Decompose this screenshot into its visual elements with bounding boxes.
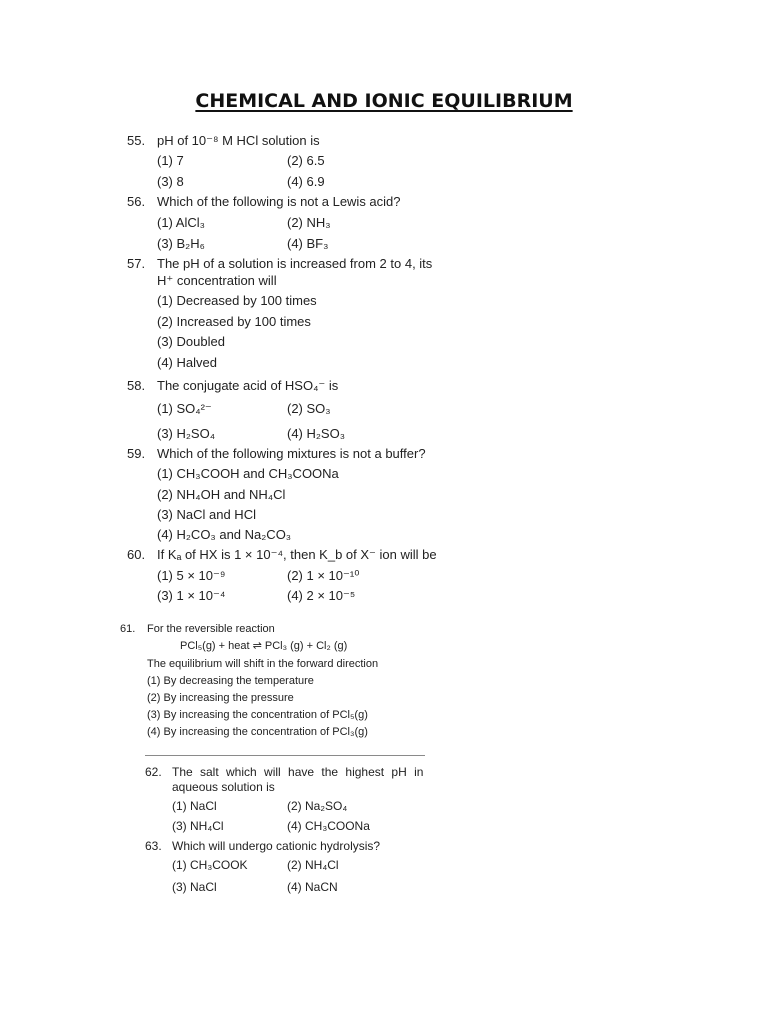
q60-option-2: (2) 1 × 10⁻¹⁰ — [287, 568, 360, 583]
q57-option-1: (1) Decreased by 100 times — [157, 293, 317, 308]
q57-option-4: (4) Halved — [157, 355, 217, 370]
q61-option-4: (4) By increasing the concentration of PCl₃(g) — [147, 726, 368, 738]
q57-option-3: (3) Doubled — [157, 334, 225, 349]
q58-option-1: (1) SO₄²⁻ — [157, 401, 212, 416]
q59-option-3: (3) NaCl and HCl — [157, 507, 256, 522]
q61-text-line-2: The equilibrium will shift in the forward direction — [147, 658, 379, 670]
section-divider — [145, 755, 425, 756]
q57-text-line-2: H⁺ concentration will — [157, 273, 277, 288]
q56-option-3: (3) B₂H₆ — [157, 236, 205, 251]
q58-option-2: (2) SO₃ — [287, 401, 331, 416]
q60-option-3: (3) 1 × 10⁻⁴ — [157, 588, 226, 603]
q55-option-1: (1) 7 — [157, 153, 184, 168]
q63-option-4: (4) NaCN — [287, 880, 338, 894]
q56-option-1: (1) AlCl₃ — [157, 215, 205, 230]
q62-option-3: (3) NH₄Cl — [172, 819, 224, 833]
q58-option-3: (3) H₂SO₄ — [157, 426, 216, 441]
q61-reaction: PCl₅(g) + heat ⇌ PCl₃ (g) + Cl₂ (g) — [180, 640, 348, 652]
q62-option-4: (4) CH₃COONa — [287, 819, 370, 833]
q55-option-2: (2) 6.5 — [287, 153, 325, 168]
q55-option-3: (3) 8 — [157, 174, 184, 189]
q59-option-2: (2) NH₄OH and NH₄Cl — [157, 487, 286, 502]
q63-option-2: (2) NH₄Cl — [287, 858, 339, 872]
q63-option-1: (1) CH₃COOK — [172, 858, 248, 872]
q55-option-4: (4) 6.9 — [287, 174, 325, 189]
q56-option-4: (4) BF₃ — [287, 236, 329, 251]
q63-option-3: (3) NaCl — [172, 880, 217, 894]
q61-option-2: (2) By increasing the pressure — [147, 692, 294, 704]
q60-option-4: (4) 2 × 10⁻⁵ — [287, 588, 356, 603]
q62-option-2: (2) Na₂SO₄ — [287, 799, 348, 813]
q60-option-1: (1) 5 × 10⁻⁹ — [157, 568, 226, 583]
q56-option-2: (2) NH₃ — [287, 215, 331, 230]
q61-option-3: (3) By increasing the concentration of PCl₅(g) — [147, 709, 368, 721]
page-title: CHEMICAL AND IONIC EQUILIBRIUM — [195, 90, 573, 112]
q58-option-4: (4) H₂SO₃ — [287, 426, 346, 441]
q61-option-1: (1) By decreasing the temperature — [147, 675, 314, 687]
q62-text-line-2: aqueous solution is — [172, 780, 275, 794]
q59-option-1: (1) CH₃COOH and CH₃COONa — [157, 466, 339, 481]
q62-option-1: (1) NaCl — [172, 799, 217, 813]
q59-option-4: (4) H₂CO₃ and Na₂CO₃ — [157, 527, 292, 542]
q57-option-2: (2) Increased by 100 times — [157, 314, 311, 329]
